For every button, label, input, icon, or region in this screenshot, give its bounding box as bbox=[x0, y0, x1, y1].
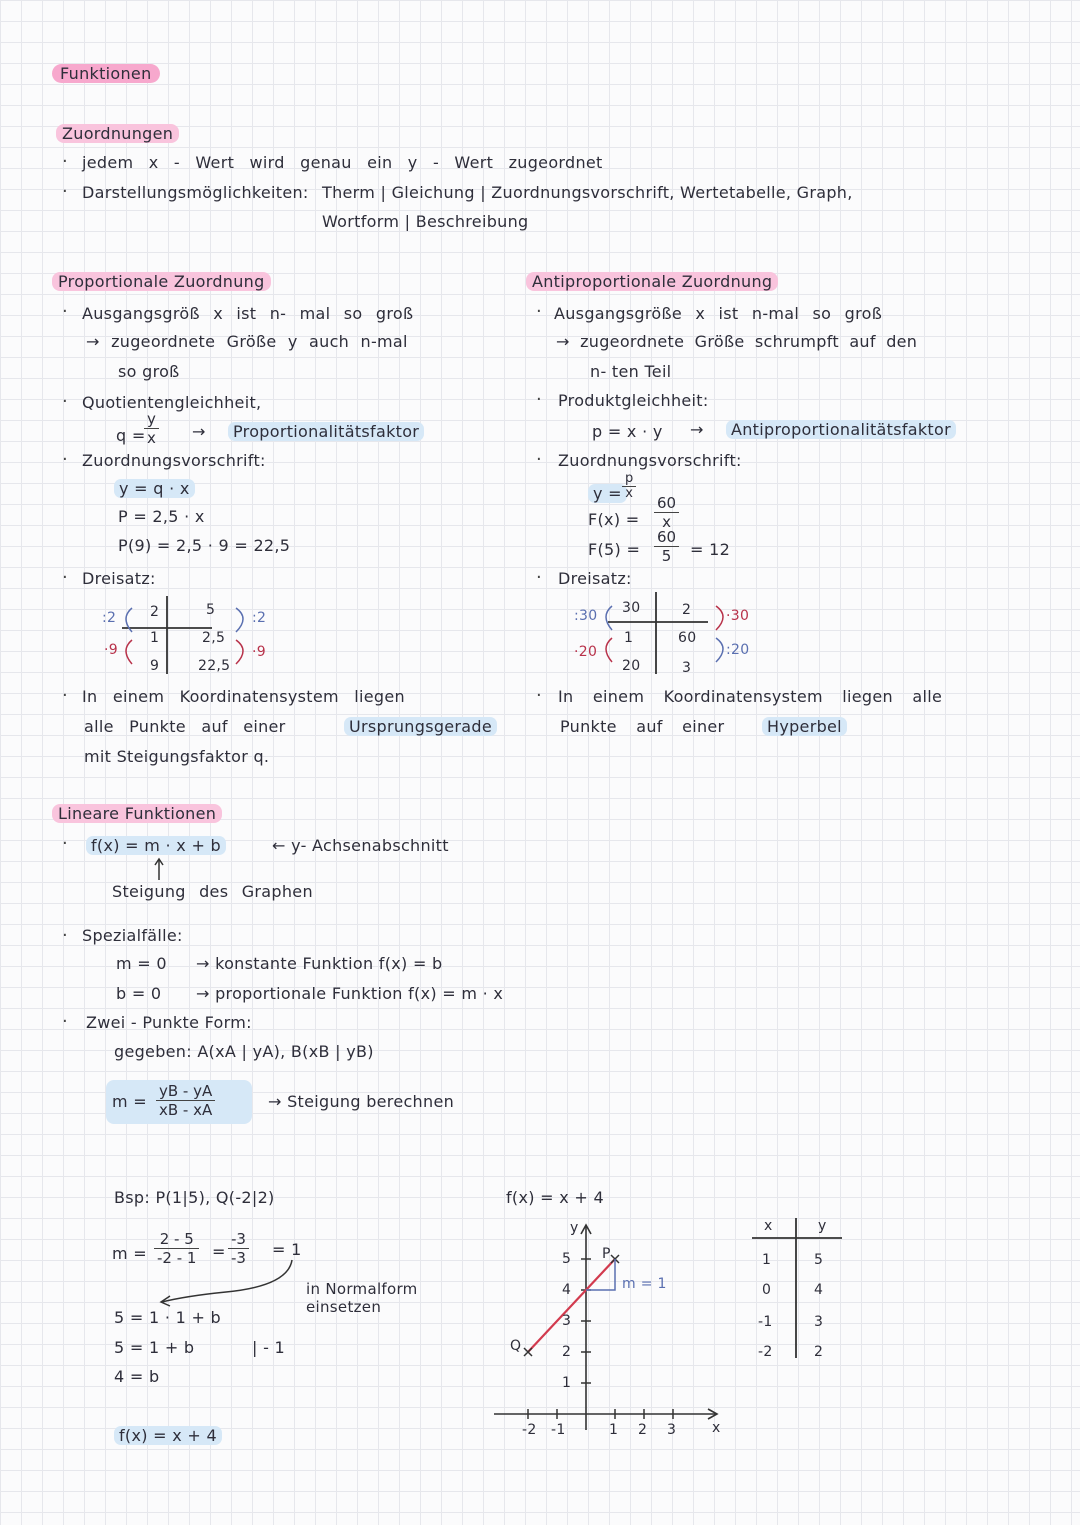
prop-arcs-right bbox=[226, 604, 266, 674]
prop-line-2: → zugeordnete Größe y auch n-mal bbox=[86, 332, 408, 351]
anti-f1-lhs: y = bbox=[588, 484, 627, 504]
x-tick-label: 3 bbox=[667, 1422, 677, 1438]
anti-op-right: :20 bbox=[726, 642, 750, 658]
point-q-label: Q bbox=[510, 1338, 522, 1354]
anti-cell: 30 bbox=[622, 600, 641, 616]
m-note: Steigung des Graphen bbox=[112, 882, 313, 901]
m-note2: → Steigung berechnen bbox=[268, 1092, 455, 1111]
anti-cell: 1 bbox=[624, 630, 634, 646]
y-tick-label: 3 bbox=[562, 1313, 572, 1329]
x-tick-label: -1 bbox=[551, 1422, 566, 1438]
table-cell: 5 bbox=[814, 1252, 824, 1268]
bullet: · bbox=[62, 833, 68, 854]
table-head-y: y bbox=[818, 1218, 827, 1234]
linear-heading: Lineare Funktionen bbox=[52, 804, 222, 824]
zwei-punkte-form: Zwei - Punkte Form: bbox=[86, 1013, 252, 1032]
s2a: b = 0 bbox=[116, 984, 162, 1003]
produktgleichheit: Produktgleichheit: bbox=[558, 391, 709, 410]
bullet: · bbox=[62, 1011, 68, 1032]
anti-f1-fraction: $\frac{p}{x}$ bbox=[622, 472, 636, 501]
anti-cell: 60 bbox=[678, 630, 697, 646]
p-arrow: → bbox=[690, 420, 704, 439]
prop-arcs-left bbox=[118, 604, 158, 674]
linear-formula: f(x) = m · x + b bbox=[86, 836, 226, 856]
anti-cell: 3 bbox=[682, 660, 692, 676]
prop-line-1: Ausgangsgröß x ist n- mal so groß bbox=[82, 304, 414, 323]
prop-koord-2: alle Punkte auf einer bbox=[84, 717, 286, 736]
anti-op-left: :30 bbox=[574, 608, 598, 624]
bullet: · bbox=[62, 685, 68, 706]
prop-op-left: :2 bbox=[102, 610, 117, 626]
bullet: · bbox=[62, 181, 68, 202]
prop-cell: 22,5 bbox=[198, 658, 231, 674]
anti-f2-fraction: $\frac{60}{x}$ bbox=[654, 494, 679, 531]
ex-line-1: 5 = 1 · 1 + b bbox=[114, 1308, 222, 1327]
anti-arcs-right bbox=[706, 602, 746, 672]
x-tick-label: -2 bbox=[522, 1422, 537, 1438]
graph-title: f(x) = x + 4 bbox=[506, 1188, 604, 1207]
table-cell: 2 bbox=[814, 1344, 824, 1360]
prop-cell: 5 bbox=[206, 602, 216, 618]
proportional-heading: Proportionale Zuordnung bbox=[52, 272, 271, 292]
y-tick-label: 1 bbox=[562, 1375, 572, 1391]
y-tick-label: 5 bbox=[562, 1251, 572, 1267]
y-tick-label: 2 bbox=[562, 1344, 572, 1360]
ex-fraction-2: $\frac{-3}{-3}$ bbox=[228, 1230, 249, 1267]
prop-dreisatz-label: Dreisatz: bbox=[82, 569, 156, 588]
table-cell: 1 bbox=[762, 1252, 772, 1268]
ex-line-2-op: | - 1 bbox=[252, 1338, 286, 1357]
table-cell: 0 bbox=[762, 1282, 772, 1298]
zuordnung-definition: jedem x - Wert wird genau ein y - Wert zugeordnet bbox=[82, 153, 603, 172]
page-title: Funktionen bbox=[52, 64, 160, 84]
prop-cell: 2 bbox=[150, 604, 160, 620]
table-cell: 3 bbox=[814, 1314, 824, 1330]
function-graph bbox=[494, 1216, 744, 1436]
table-cell: 4 bbox=[814, 1282, 824, 1298]
p-label: Antiproportionalitätsfaktor bbox=[726, 420, 956, 440]
prop-vorschrift-label: Zuordnungsvorschrift: bbox=[82, 451, 266, 470]
bullet: · bbox=[536, 567, 542, 588]
substitution-arrow bbox=[156, 1256, 296, 1306]
bullet: · bbox=[62, 301, 68, 322]
x-tick-label: 2 bbox=[638, 1422, 648, 1438]
table-cell: -1 bbox=[758, 1314, 773, 1330]
ex-m-result: = 1 bbox=[272, 1240, 302, 1259]
q-fraction: $\frac{y}{x}$ bbox=[144, 410, 159, 447]
ex-line-3: 4 = b bbox=[114, 1367, 160, 1386]
p-formula: p = x · y bbox=[592, 422, 663, 441]
anti-line-2: → zugeordnete Größe schrumpft auf den bbox=[556, 332, 918, 351]
y-tick-label: 4 bbox=[562, 1282, 572, 1298]
bullet: · bbox=[536, 389, 542, 410]
ex-m-lhs: m = bbox=[112, 1244, 147, 1263]
x-axis-label: x bbox=[712, 1420, 721, 1436]
ex-note: in Normalform einsetzen bbox=[306, 1280, 418, 1316]
point-q-marker bbox=[524, 1348, 532, 1356]
example-bsp: Bsp: P(1|5), Q(-2|2) bbox=[114, 1188, 275, 1207]
anti-cell: 2 bbox=[682, 602, 692, 618]
s1b: → konstante Funktion f(x) = b bbox=[196, 954, 443, 973]
anti-dreisatz-label: Dreisatz: bbox=[558, 569, 632, 588]
anti-vorschrift-label: Zuordnungsvorschrift: bbox=[558, 451, 742, 470]
anti-koord-2: Punkte auf einer bbox=[560, 717, 725, 736]
anti-f3-fraction: $\frac{60}{5}$ bbox=[654, 528, 679, 565]
ex-line-2: 5 = 1 + b bbox=[114, 1338, 195, 1357]
bullet: · bbox=[62, 391, 68, 412]
anti-line-1: Ausgangsgröße x ist n-mal so groß bbox=[554, 304, 883, 323]
zuordnungen-heading: Zuordnungen bbox=[56, 124, 179, 144]
anti-hyperbel: Hyperbel bbox=[762, 717, 847, 737]
s2b: → proportionale Funktion f(x) = m · x bbox=[196, 984, 504, 1003]
anti-koord-1: In einem Koordinatensystem liegen alle bbox=[558, 687, 943, 706]
y-axis-label: y bbox=[570, 1220, 579, 1236]
prop-line-3: so groß bbox=[118, 362, 180, 381]
anti-f2-lhs: F(x) = bbox=[588, 510, 640, 529]
spezialfaelle: Spezialfälle: bbox=[82, 926, 183, 945]
anti-arcs-left bbox=[598, 602, 638, 672]
bullet: · bbox=[62, 151, 68, 172]
anti-line-3: n- ten Teil bbox=[590, 362, 672, 381]
prop-cell: 9 bbox=[150, 658, 160, 674]
prop-op-left: ·9 bbox=[104, 642, 118, 658]
bullet: · bbox=[536, 685, 542, 706]
table-head-x: x bbox=[764, 1218, 773, 1234]
prop-cell: 2,5 bbox=[202, 630, 226, 646]
prop-koord-1: In einem Koordinatensystem liegen bbox=[82, 687, 405, 706]
function-line bbox=[528, 1259, 615, 1352]
m-up-arrow bbox=[154, 858, 164, 880]
q-lhs: q = bbox=[116, 426, 146, 445]
slope-label: m = 1 bbox=[622, 1276, 667, 1292]
m-fraction: $\frac{yB - yA}{xB - xA}$ bbox=[156, 1082, 215, 1119]
bullet: · bbox=[62, 567, 68, 588]
anti-cell: 20 bbox=[622, 658, 641, 674]
prop-koord-3: mit Steigungsfaktor q. bbox=[84, 747, 270, 766]
point-p-label: P bbox=[602, 1246, 611, 1262]
anti-op-right: ·30 bbox=[726, 608, 750, 624]
table-cell: -2 bbox=[758, 1344, 773, 1360]
quotientengleichheit: Quotientengleichheit, bbox=[82, 393, 262, 412]
prop-formula-1: y = q · x bbox=[114, 479, 195, 499]
ex-eq: = bbox=[212, 1242, 226, 1261]
darstellung-label: Darstellungsmöglichkeiten: bbox=[82, 183, 309, 202]
bullet: · bbox=[62, 925, 68, 946]
m-lhs: m = bbox=[112, 1092, 147, 1111]
prop-formula-3: P(9) = 2,5 · 9 = 22,5 bbox=[118, 536, 291, 555]
anti-f3-lhs: F(5) = bbox=[588, 540, 641, 559]
anti-f3-rhs: = 12 bbox=[690, 540, 731, 559]
prop-op-right: ·9 bbox=[252, 644, 266, 660]
s1a: m = 0 bbox=[116, 954, 167, 973]
q-arrow: → bbox=[192, 422, 206, 441]
prop-ursprungsgerade: Ursprungsgerade bbox=[344, 717, 497, 737]
prop-formula-2: P = 2,5 · x bbox=[118, 507, 205, 526]
antiproportional-heading: Antiproportionale Zuordnung bbox=[526, 272, 778, 292]
gegeben: gegeben: A(xA | yA), B(xB | yB) bbox=[114, 1042, 374, 1061]
ex-result: f(x) = x + 4 bbox=[114, 1426, 222, 1446]
darstellung-list: Therm | Gleichung | Zuordnungsvorschrift, Wertetabelle, Graph, bbox=[322, 183, 853, 202]
prop-cell: 1 bbox=[150, 630, 160, 646]
bullet: · bbox=[62, 449, 68, 470]
ex-fraction-1: $\frac{2 - 5}{-2 - 1}$ bbox=[154, 1230, 199, 1267]
anti-op-left: ·20 bbox=[574, 644, 598, 660]
bullet: · bbox=[536, 449, 542, 470]
b-note: ← y- Achsenabschnitt bbox=[272, 836, 449, 855]
q-label: Proportionalitätsfaktor bbox=[228, 422, 424, 442]
prop-op-right: :2 bbox=[252, 610, 267, 626]
darstellung-list-2: Wortform | Beschreibung bbox=[322, 212, 529, 231]
bullet: · bbox=[536, 301, 542, 322]
x-tick-label: 1 bbox=[609, 1422, 619, 1438]
